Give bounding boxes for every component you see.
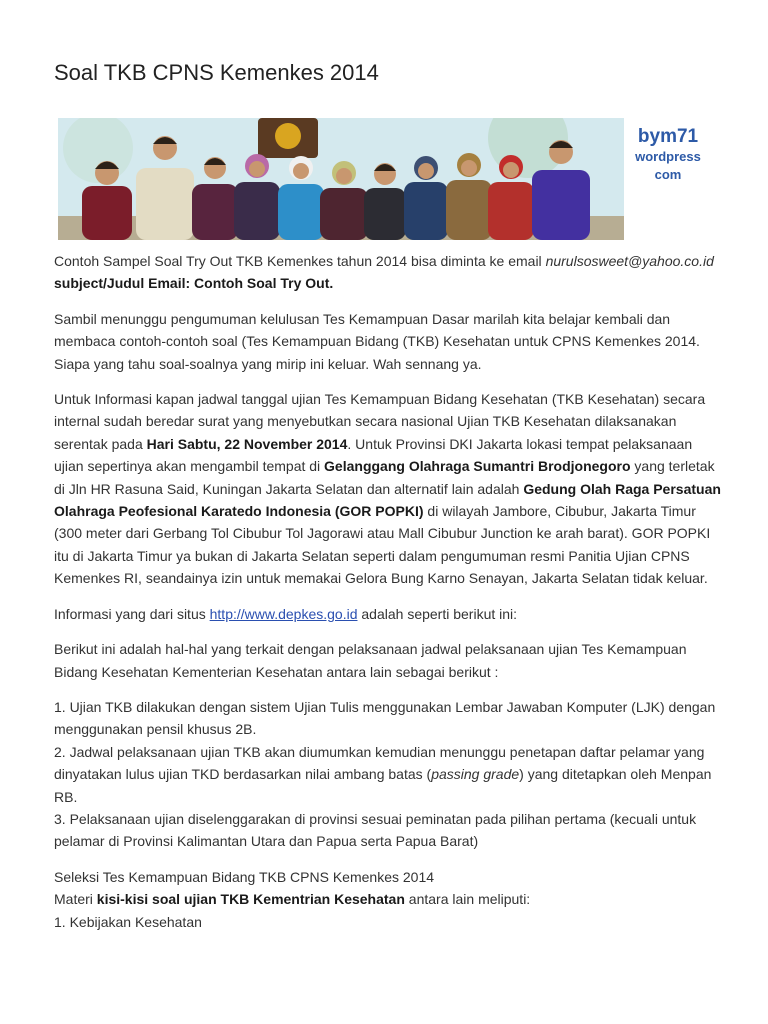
venue-1: Gelanggang Olahraga Sumantri Brodjonegoro [324,458,631,475]
p3-text-a: Untuk Informasi kapan jadwal tanggal ujian Tes Kemampuan Bidang Kesehatan (TKB Kesehatan) secara internal sudah beredar surat yang menyebutkan secara nasional Ujian TKB Kesehatan dilaksanakan serentak pada [54,391,706,452]
p3-text-e: di wilayah Jambore, Cibubur, Jakarta Timur (300 meter dari Gerbang Tol Cibubur Tol Jagorawi atau Mall Cibubur Junction ke arah barat). GOR POPKI itu di Jakarta Timur ya bukan di Jakarta Selatan seperti dalam pengumuman resmi Panitia Ujian CPNS Kemenkes RI, seandainya izin untuk memakai Gelora Bung Karno Senayan, Jakarta Selatan tidak keluar. [54,503,711,587]
p1-text: Contoh Sampel Soal Try Out TKB Kemenkes tahun 2014 bisa diminta ke email [54,253,546,269]
watermark-line-2: wordpress [635,149,701,164]
email-address: nurulsosweet@yahoo.co.id [545,253,714,269]
email-subject: subject/Judul Email: Contoh Soal Try Out. [54,275,334,292]
venue-2: Gedung Olah Raga Persatuan Olahraga Peofesional Karatedo Indonesia (GOR POPKI) [54,480,721,520]
page-title: Soal TKB CPNS Kemenkes 2014 [54,60,379,85]
paragraph-list-intro: Berikut ini adalah hal-hal yang terkait dengan pelaksanaan jadwal pelaksanaan ujian Tes Kemampuan Bidang Kesehatan Kementerian Kesehatan antara lain sebagai berikut : [54,641,687,680]
list-item-3: 3. Pelaksanaan ujian diselenggarakan di provinsi sesuai peminatan pada pilihan pertama (kecuali untuk pelamar di Provinsi Kalimantan Utara dan Papua serta Papua Barat) [54,810,697,850]
list-item-2b: ) yang ditetapkan oleh Menpan RB. [54,766,712,805]
passing-grade-term: passing grade [431,766,520,783]
blog-watermark [624,126,712,184]
article-body [54,250,724,946]
list-item-1: 1. Ujian TKB dilakukan dengan sistem Ujian Tulis menggunakan Lembar Jawaban Komputer (LJK) dengan menggunakan pensil khusus 2B. [54,698,716,738]
materials-item-1: 1. Kebijakan Kesehatan [54,913,202,930]
paragraph-materials [54,866,724,933]
paragraph-schedule [54,388,724,590]
p4-post: adalah seperti berikut ini: [357,605,518,622]
paragraph-source [54,603,724,625]
materials-post: antara lain meliputi: [404,891,531,908]
group-photo-drawing [58,118,624,240]
materials-heading: Seleksi Tes Kemampuan Bidang TKB CPNS Kemenkes 2014 [54,868,435,885]
paragraph-email-request [54,250,724,295]
watermark-line-3: com [654,167,682,182]
watermark-line-1: bym71 [637,126,699,147]
p4-pre: Informasi yang dari situs [54,605,210,622]
numbered-list [54,696,724,853]
p3-text-d: yang terletak di Jln HR Rasuna Said, Kuningan Jakarta Selatan dan alternatif lain adalah [54,458,715,497]
depkes-link[interactable]: http://www.depkes.go.id [209,605,358,622]
p3-text-c: . Untuk Provinsi DKI Jakarta lokasi tempat pelaksanaan ujian sepertinya akan mengambil tempat di [54,435,693,475]
paragraph-intro: Sambil menunggu pengumuman kelulusan Tes Kemampuan Dasar marilah kita belajar kembali dan membaca contoh-contoh soal (Tes Kemampuan Bidang (TKB) Kesehatan untuk CPNS Kemenkes 2014. Siapa yang tahu soal-soalnya yang mirip ini keluar. Wah sennang ya. [54,310,700,372]
group-photo [58,118,624,240]
exam-date: Hari Sabtu, 22 November 2014 [146,435,348,452]
materials-pre: Materi [54,891,97,908]
list-item-2a: 2. Jadwal pelaksanaan ujian TKB akan diumumkan kemudian menunggu penetapan daftar pelamar yang dinyatakan lulus ujian TKD berdasarkan nilai ambang batas ( [54,743,705,783]
materials-bold: kisi-kisi soal ujian TKB Kementrian Kesehatan [96,891,405,908]
